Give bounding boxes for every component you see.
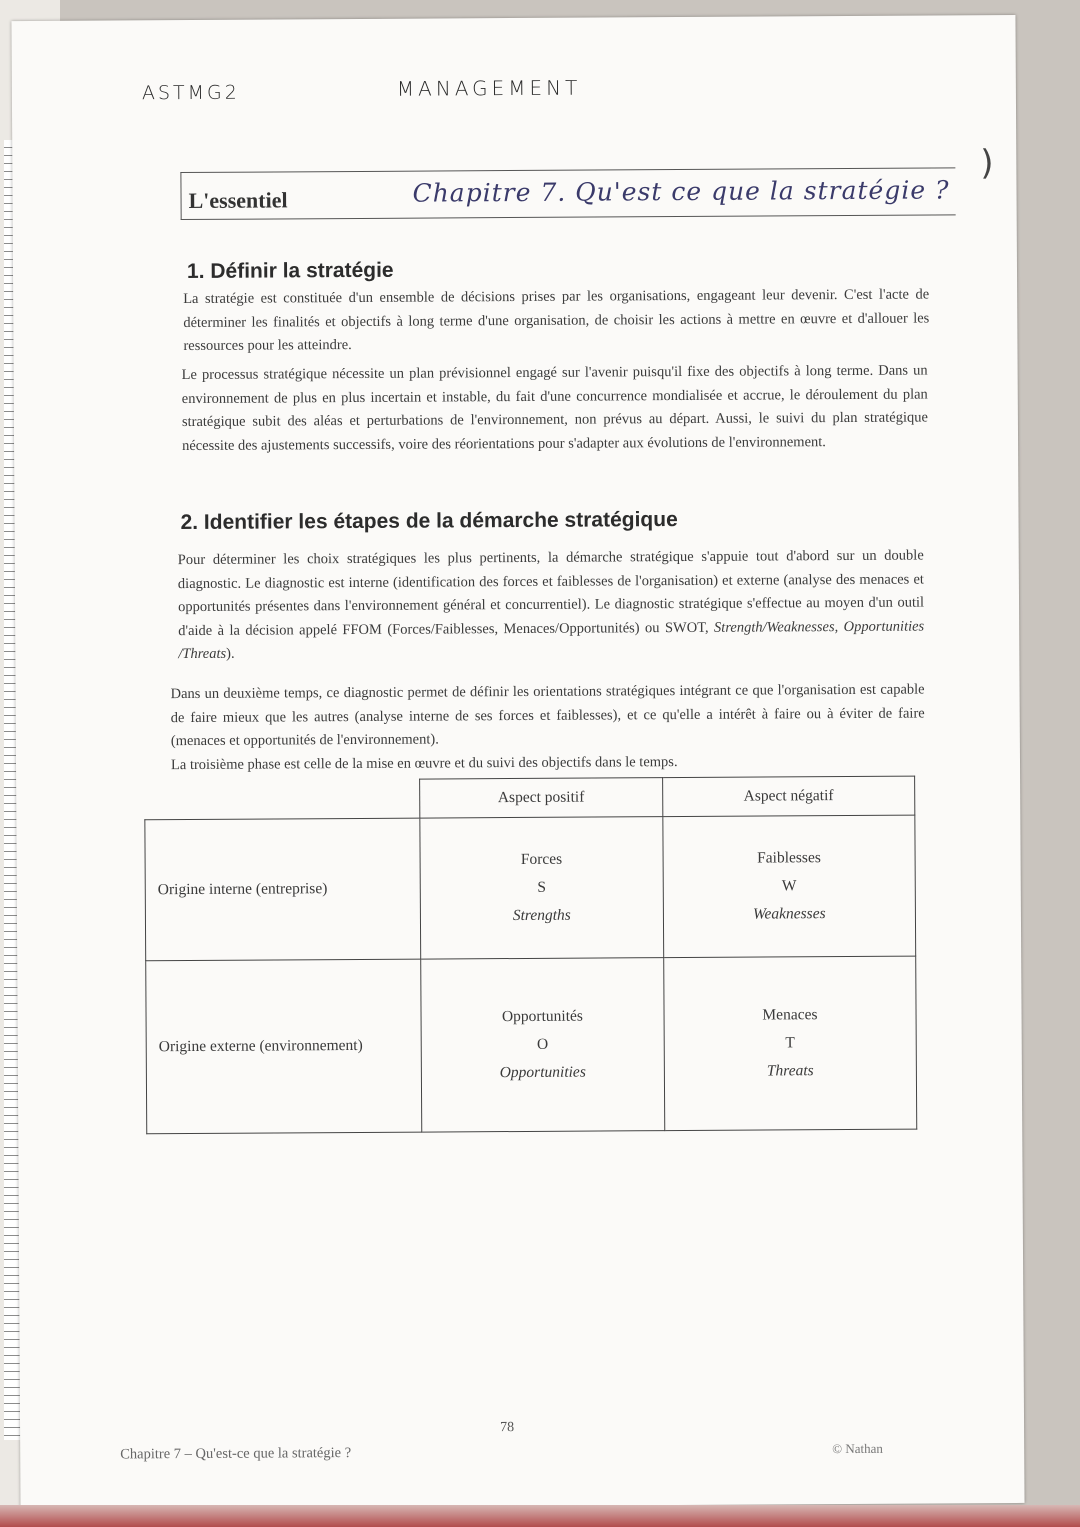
section-1-title: 1. Définir la stratégie: [186, 258, 394, 284]
background-surface: [0, 1505, 1080, 1527]
page-number: 78: [500, 1420, 515, 1436]
section-2-paragraph-3-text: La troisième phase est celle de la mise en œuvre et du suivi des objectifs dans le temps.: [170, 753, 678, 773]
swot-table: [144, 776, 917, 1135]
col-header-positive: Aspect positif: [420, 778, 663, 818]
swot-english-terms: Strength/Weaknesses, Opportunities /Threats: [178, 618, 925, 663]
cell-fr: Faiblesses: [757, 849, 821, 867]
cell-weaknesses: [663, 815, 916, 958]
section-2-title: 2. Identifier les étapes de la démarche stratégique: [180, 508, 678, 535]
table-row: [145, 815, 916, 961]
section-2-paragraph-2-text: Dans un deuxième temps, ce diagnostic permet de définir les orientations stratégiques intégrant ce que l'organisation est capable de faire mieux que les autres (analyse interne de ses forces et faiblesses), et ce qu'elle a intérêt à faire ou à éviter de faire (menaces et opportunités de l'environnement).: [170, 681, 925, 750]
cell-en: Strengths: [512, 906, 571, 925]
document-page: [11, 15, 1024, 1509]
section-2-paragraph-1-end: ).: [226, 645, 235, 662]
cell-opportunities: [421, 958, 665, 1132]
row-label-external: Origine externe (environnement): [146, 959, 422, 1134]
table-corner: [145, 779, 420, 820]
cell-en: Threats: [766, 1062, 814, 1080]
section-2-paragraph-1-text: Pour déterminer les choix stratégiques les plus pertinents, la démarche stratégique s'appuie tout d'abord sur un double diagnostic. Le diagnostic est interne (identification des forces et faiblesses de l'organisation) et externe (analyse des menaces et opportunités présentes dans l'environnement général et concurrentiel). Le diagnostic stratégique s'effectue au moyen d'un outil d'aide à la décision appelé FFOM (Forces/Faiblesses, Menaces/Opportunités) ou SWOT,: [177, 547, 925, 639]
cell-letter: O: [536, 1035, 549, 1053]
cell-fr: Menaces: [762, 1006, 818, 1024]
cell-en: Weaknesses: [752, 905, 826, 923]
section-2-paragraph-2: [171, 679, 926, 778]
handwritten-parenthesis: ): [980, 143, 994, 184]
col-header-negative: Aspect négatif: [662, 776, 914, 817]
cell-fr: Forces: [520, 850, 563, 868]
footer-chapter: Chapitre 7 – Qu'est-ce que la stratégie ?: [120, 1445, 352, 1463]
handwritten-chapter-title: Chapitre 7. Qu'est ce que la stratégie ?: [412, 175, 950, 208]
cell-letter: S: [537, 878, 547, 896]
footer-publisher: © Nathan: [832, 1440, 883, 1457]
cell-fr: Opportunités: [501, 1007, 583, 1026]
handwritten-subject: MANAGEMENT: [396, 75, 582, 101]
cell-strengths: [420, 817, 664, 959]
table-row: [146, 956, 917, 1134]
header-label: L'essentiel: [188, 187, 288, 214]
table-header-row: [145, 776, 915, 820]
cell-threats: [663, 956, 916, 1131]
section-2-paragraph-1: [178, 545, 925, 667]
handwritten-class: ASTMG2: [141, 81, 240, 105]
section-1-paragraph-1: La stratégie est constituée d'un ensemble de décisions prises par les organisations, engageant leur devenir. C'est l'acte de déterminer les finalités et objectifs à long terme d'une organisation, de choisir les actions à mettre en œuvre et d'allouer les ressources pour les atteindre.: [183, 286, 930, 355]
row-label-internal: Origine interne (entreprise): [145, 818, 421, 961]
cell-en: Opportunities: [499, 1063, 586, 1082]
cell-letter: T: [785, 1034, 795, 1052]
cell-letter: W: [781, 877, 797, 895]
section-1-paragraph-2: Le processus stratégique nécessite un plan prévisionnel engagé sur l'avenir puisqu'il fixe des objectifs à long terme. Dans un environnement de plus en plus incertain et instable, du fait d'une concurrence mondialisée et accrue, le déroulement du plan stratégique subit des aléas et perturbations de l'environnement, non prévus au départ. Aussi, le suivi du plan stratégique nécessite des ajustements successifs, voire des réorientations pour s'adapter aux évolutions de l'environnement.: [181, 362, 928, 454]
